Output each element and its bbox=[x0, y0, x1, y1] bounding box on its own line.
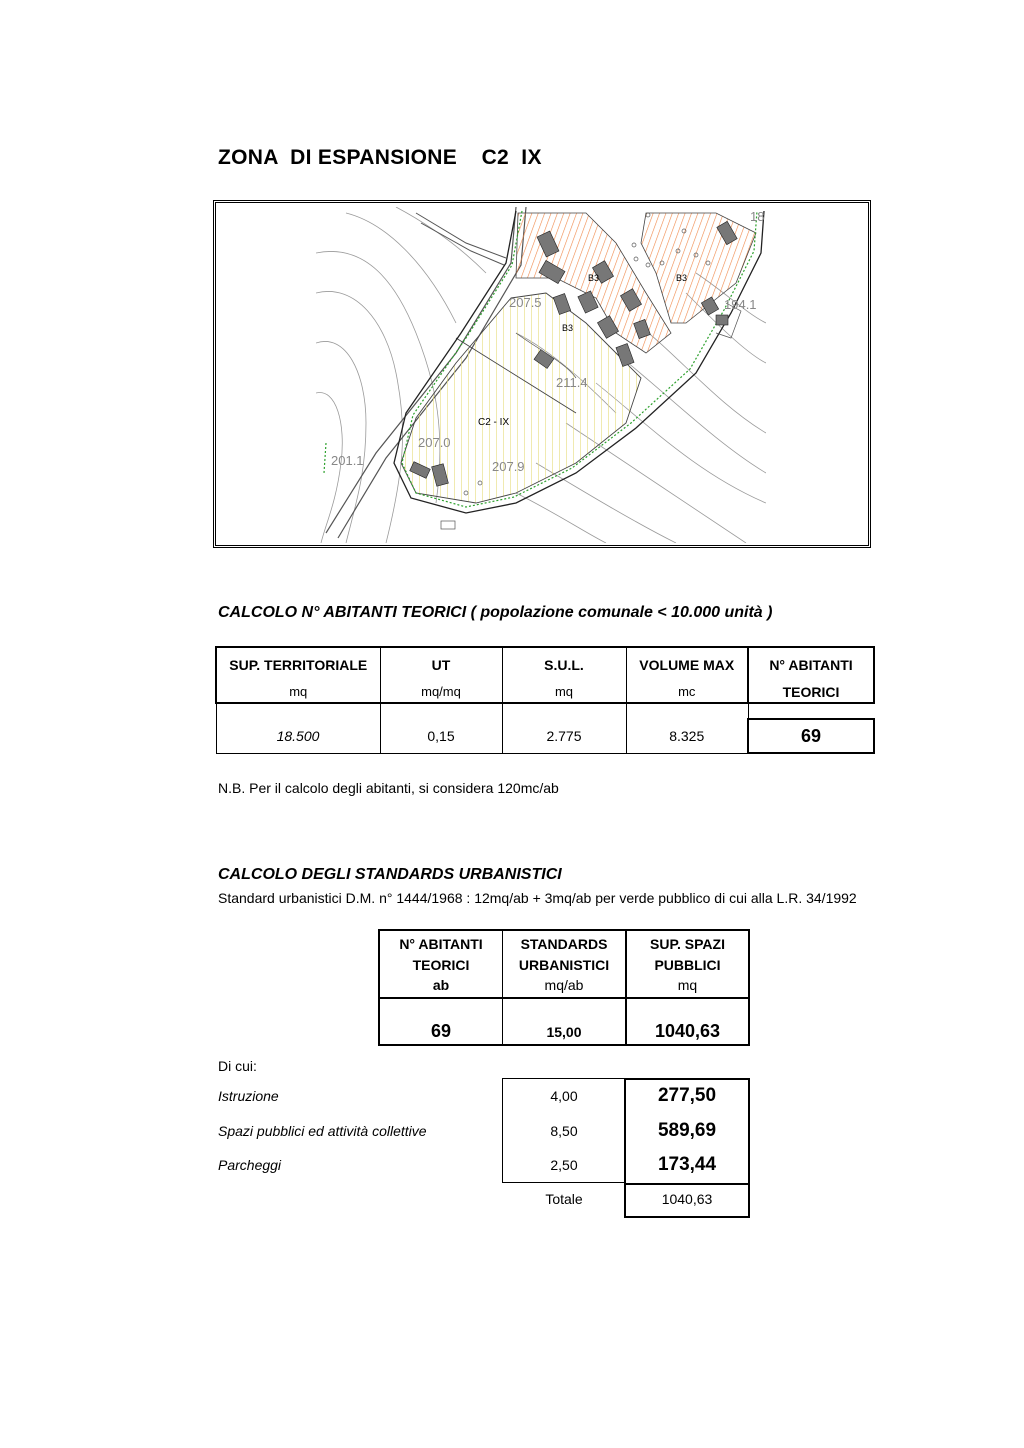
total-value: 1040,63 bbox=[661, 1191, 713, 1207]
label-elev-7: 18 bbox=[750, 209, 765, 224]
section2-heading: CALCOLO DEGLI STANDARDS URBANISTICI bbox=[218, 866, 562, 883]
total-label: Totale bbox=[545, 1191, 583, 1207]
label-elev-2: 211.4 bbox=[556, 375, 588, 390]
label-zone: C2 - IX bbox=[478, 417, 510, 428]
label-elev-4: 207.9 bbox=[492, 459, 525, 474]
std-header-abitanti-l2: TEORICI bbox=[412, 957, 470, 973]
map-drawing bbox=[216, 203, 868, 545]
std-header-abitanti-unit: ab bbox=[432, 977, 450, 993]
label-b3-a: B3 bbox=[588, 273, 600, 283]
section1-heading: CALCOLO N° ABITANTI TEORICI ( popolazione comunale < 10.000 unità ) bbox=[218, 604, 773, 621]
std-header-standards-l1: STANDARDS bbox=[520, 936, 608, 952]
std-value-abitanti: 69 bbox=[430, 1021, 452, 1041]
row-sup-parcheggi: 173,44 bbox=[657, 1154, 717, 1175]
unit-mq: mq bbox=[216, 681, 380, 703]
value-abitanti: 69 bbox=[748, 719, 874, 753]
standards-table bbox=[378, 929, 750, 1046]
unit-mc: mc bbox=[626, 681, 748, 703]
header-ut: UT bbox=[380, 647, 502, 681]
std-value-sup: 1040,63 bbox=[654, 1021, 721, 1041]
label-b3-b: B3 bbox=[676, 273, 688, 283]
row-sup-spazi: 589,69 bbox=[657, 1120, 717, 1141]
abitanti-table bbox=[215, 646, 875, 754]
unit-mq-mq: mq/mq bbox=[380, 681, 502, 703]
std-header-sup-l1: SUP. SPAZI bbox=[650, 936, 725, 952]
std-value-standards: 15,00 bbox=[546, 1024, 582, 1040]
note-abitanti: N.B. Per il calcolo degli abitanti, si considera 120mc/ab bbox=[218, 780, 559, 796]
page-title: ZONA DI ESPANSIONE C2 IX bbox=[218, 146, 542, 169]
label-elev-1: 207.5 bbox=[509, 295, 542, 310]
label-elev-3: 207.0 bbox=[418, 435, 451, 450]
header-sup-territoriale: SUP. TERRITORIALE bbox=[216, 647, 380, 681]
row-label-istruzione: Istruzione bbox=[218, 1088, 279, 1104]
value-volume-max: 8.325 bbox=[626, 719, 748, 753]
row-std-istruzione: 4,00 bbox=[550, 1088, 578, 1104]
std-header-sup-unit: mq bbox=[677, 977, 698, 993]
header-abitanti: N° ABITANTI bbox=[748, 647, 874, 681]
header-sul: S.U.L. bbox=[502, 647, 626, 681]
header-volume-max: VOLUME MAX bbox=[626, 647, 748, 681]
row-sup-istruzione: 277,50 bbox=[657, 1085, 717, 1106]
label-elev-6: 194.1 bbox=[724, 297, 757, 312]
section2-subtitle: Standard urbanistici D.M. n° 1444/1968 : 12mq/ab + 3mq/ab per verde pubblico di cui alla L.R. 34/1992 bbox=[218, 890, 857, 906]
label-b3-c: B3 bbox=[562, 323, 574, 333]
zoning-map bbox=[213, 200, 871, 548]
row-label-parcheggi: Parcheggi bbox=[218, 1157, 282, 1173]
unit-mq-2: mq bbox=[502, 681, 626, 703]
value-ut: 0,15 bbox=[380, 719, 502, 753]
value-sul: 2.775 bbox=[502, 719, 626, 753]
value-sup-territoriale: 18.500 bbox=[216, 719, 380, 753]
label-elev-5: 201.1 bbox=[331, 453, 364, 468]
std-header-abitanti-l1: N° ABITANTI bbox=[399, 936, 483, 952]
row-std-parcheggi: 2,50 bbox=[550, 1157, 578, 1173]
row-std-spazi: 8,50 bbox=[550, 1123, 578, 1139]
row-label-spazi: Spazi pubblici ed attività collettive bbox=[218, 1123, 427, 1139]
std-header-standards-unit: mq/ab bbox=[544, 977, 584, 993]
di-cui-label: Di cui: bbox=[218, 1058, 257, 1074]
std-header-standards-l2: URBANISTICI bbox=[518, 957, 610, 973]
unit-teorici: TEORICI bbox=[748, 681, 874, 703]
std-header-sup-l2: PUBBLICI bbox=[654, 957, 721, 973]
